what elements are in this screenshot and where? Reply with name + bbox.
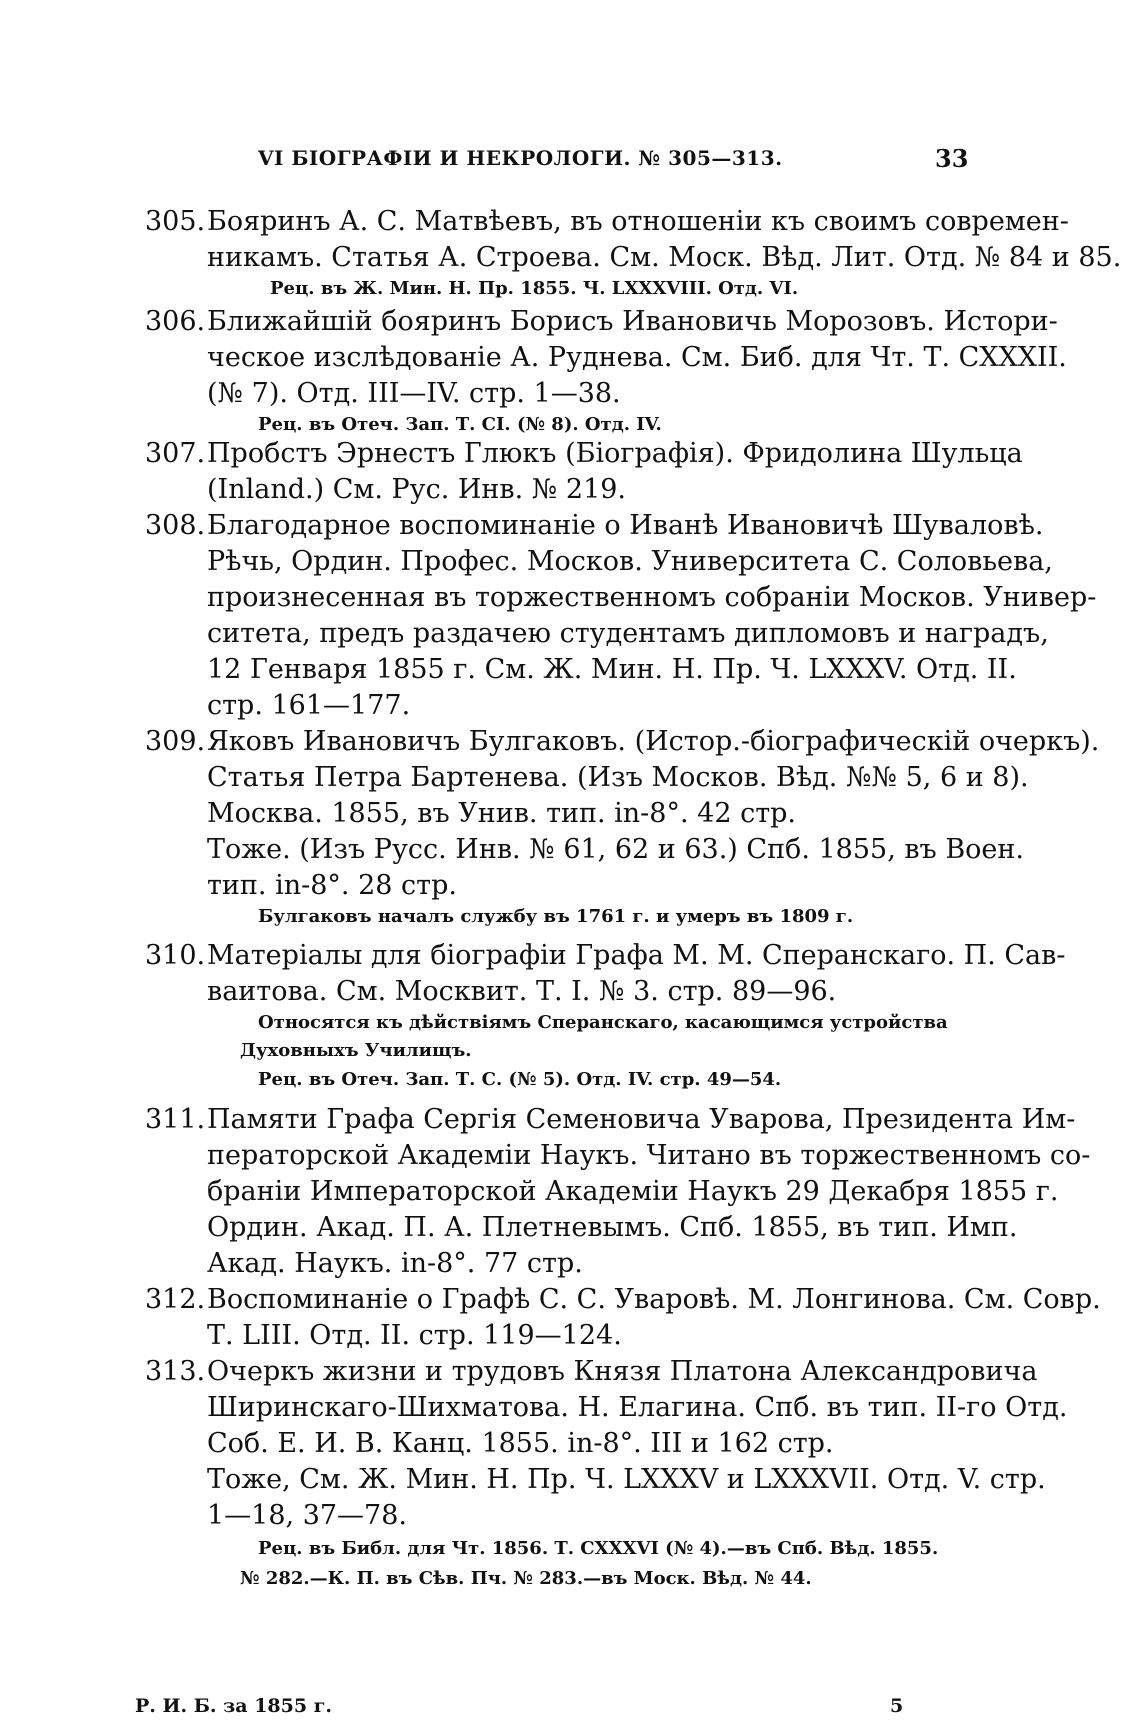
entry-text-line: Ближайшій бояринъ Борисъ Ивановичь Морозовъ. Истори- [207,306,1058,337]
entry-text-line: Памяти Графа Сергія Семеновича Уварова, Президента Им- [207,1104,1076,1135]
entry-text-line: произнесенная въ торжественномъ собраніи Москов. Универ- [207,582,1097,613]
entry-number: 311. [145,1104,206,1135]
entry-text-line: 12 Генваря 1855 г. См. Ж. Мин. Н. Пр. Ч. LXXXV. Отд. II. [207,654,1017,685]
entry-text-line: Очеркъ жизни и трудовъ Князя Платона Александровича [207,1356,1038,1387]
entry-text-line: Бояринъ А. С. Матвѣевъ, въ отношеніи къ своимъ современ- [207,206,1069,237]
entry-note: № 282.—К. П. въ Сѣв. Пч. № 283.—въ Моск. Вѣд. № 44. [240,1568,812,1589]
entry-text-line: (№ 7). Отд. III—IV. стр. 1—38. [207,378,621,409]
entry-text-line: Благодарное воспоминаніе о Иванѣ Ивановичѣ Шуваловѣ. [207,510,1044,541]
entry-text-line: Акад. Наукъ. in-8°. 77 стр. [207,1248,583,1279]
entry-text-line: Статья Петра Бартенева. (Изъ Москов. Вѣд. №№ 5, 6 и 8). [207,762,1029,793]
entry-number: 310. [145,940,206,971]
entry-text-line: Т. LIII. Отд. II. стр. 119—124. [207,1320,622,1351]
entry-number: 313. [145,1356,206,1387]
running-header [0,146,1140,186]
sheet-mark: 5 [890,1695,904,1717]
entry-text-line: Рѣчь, Ордин. Профес. Москов. Университета С. Соловьева, [207,546,1053,577]
entry-text-line: тип. in-8°. 28 стр. [207,870,457,901]
entry-text-line: (Inland.) См. Рус. Инв. № 219. [207,474,627,505]
entry-number: 312. [145,1284,206,1315]
entry-number: 307. [145,438,206,469]
entry-number: 308. [145,510,206,541]
entry-note: Духовныхъ Училищъ. [240,1040,472,1061]
entry-number: 306. [145,306,206,337]
entry-text-line: стр. 161—177. [207,690,411,721]
entry-text-line: ператорской Академіи Наукъ. Читано въ торжественномъ со- [207,1140,1091,1171]
entry-note: Рец. въ Отеч. Зап. Т. С. (№ 5). Отд. IV. стр. 49—54. [258,1069,782,1090]
entry-number: 305. [145,206,206,237]
entry-text-line: ческое изслѣдованіе А. Руднева. См. Биб. для Чт. Т. CXXXII. [207,342,1067,373]
entry-text-line: Матеріалы для біографіи Графа М. М. Сперанскаго. П. Сав- [207,940,1066,971]
entry-note: Рец. въ Ж. Мин. Н. Пр. 1855. Ч. LXXXVIII. Отд. VI. [270,278,799,299]
entry-text-line: браніи Императорской Академіи Наукъ 29 Декабря 1855 г. [207,1176,1059,1207]
printer-signature: Р. И. Б. за 1855 г. [135,1695,332,1717]
entry-note: Рец. въ Библ. для Чт. 1856. Т. CXXXVI (№ 4).—въ Спб. Вѣд. 1855. [258,1538,939,1559]
entry-note: Рец. въ Отеч. Зап. Т. CI. (№ 8). Отд. IV. [258,414,662,435]
page-number: 33 [935,144,969,173]
entry-text-line: Воспоминаніе о Графѣ С. С. Уваровѣ. М. Лонгинова. См. Совр. [207,1284,1101,1315]
entry-text-line: 1—18, 37—78. [207,1500,407,1531]
entry-text-line: ваитова. См. Москвит. Т. I. № 3. стр. 89—96. [207,976,837,1007]
header-title: VI БІОГРАФІИ И НЕКРОЛОГИ. № 305—313. [258,146,783,170]
entry-text-line: Ширинскаго-Шихматова. Н. Елагина. Спб. въ тип. II-го Отд. [207,1392,1068,1423]
entry-number: 309. [145,726,206,757]
entry-text-line: Пробстъ Эрнестъ Глюкъ (Біографія). Фридолина Шульца [207,438,1023,469]
entry-text-line: никамъ. Статья А. Строева. См. Моск. Вѣд. Лит. Отд. № 84 и 85. [207,242,1122,273]
entry-text-line: Ордин. Акад. П. А. Плетневымъ. Спб. 1855, въ тип. Имп. [207,1212,1018,1243]
entry-note: Булгаковъ началъ службу въ 1761 г. и умеръ въ 1809 г. [258,906,854,927]
entry-text-line: Яковъ Ивановичъ Булгаковъ. (Истор.-біографическій очеркъ). [207,726,1100,757]
entry-text-line: Москва. 1855, въ Унив. тип. in-8°. 42 стр. [207,798,797,829]
entry-text-line: ситета, предъ раздачею студентамъ дипломовъ и наградъ, [207,618,1049,649]
entry-text-line: Тоже, См. Ж. Мин. Н. Пр. Ч. LXXXV и LXXXVII. Отд. V. стр. [207,1464,1046,1495]
entry-text-line: Тоже. (Изъ Русс. Инв. № 61, 62 и 63.) Спб. 1855, въ Воен. [207,834,1024,865]
entry-note: Относятся къ дѣйствіямъ Сперанскаго, касающимся устройства [258,1012,948,1033]
entry-text-line: Соб. Е. И. В. Канц. 1855. in-8°. III и 162 стр. [207,1428,834,1459]
